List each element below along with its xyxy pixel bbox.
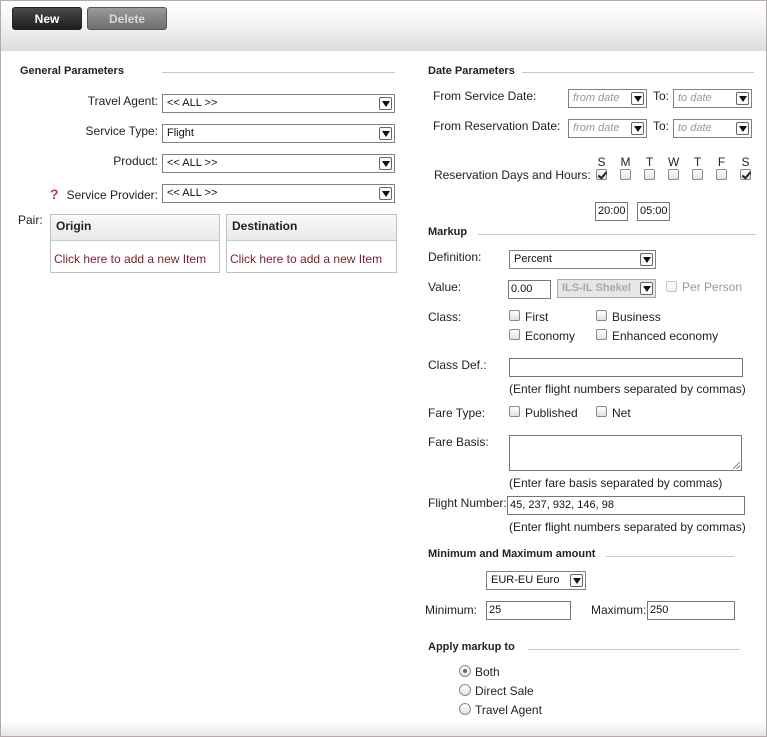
class-def-input[interactable] <box>509 358 743 377</box>
apply-direct-sale-radio[interactable] <box>459 684 471 696</box>
origin-panel <box>50 214 220 273</box>
day-letter-friday: F <box>717 155 726 169</box>
day-checkbox-sunday[interactable] <box>596 169 607 180</box>
section-divider <box>528 649 740 650</box>
minmax-currency-select[interactable] <box>486 571 586 590</box>
maximum-label: Maximum: <box>591 603 647 617</box>
service-type-select[interactable] <box>162 124 395 143</box>
reservation-date-label: From Reservation Date: <box>433 119 561 133</box>
day-checkbox-tuesday[interactable] <box>644 169 655 180</box>
service-provider-select[interactable] <box>162 184 395 203</box>
service-date-label: From Service Date: <box>433 89 537 103</box>
travel-agent-label: Travel Agent: <box>87 94 158 108</box>
day-letter-wednesday: W <box>668 155 680 169</box>
minmax-currency-value: EUR-EU Euro <box>491 574 560 586</box>
apply-travel-agent-radio[interactable] <box>459 703 471 715</box>
day-letter-thursday: T <box>693 155 702 169</box>
travel-agent-select[interactable] <box>162 94 395 113</box>
section-divider <box>522 72 754 73</box>
per-person-checkbox <box>666 281 677 292</box>
day-checkbox-friday[interactable] <box>716 169 727 180</box>
chevron-down-icon <box>736 122 749 135</box>
chevron-down-icon <box>379 157 392 170</box>
chevron-down-icon <box>631 122 644 135</box>
fare-published-checkbox[interactable] <box>509 406 520 417</box>
fare-basis-hint: (Enter fare basis separated by commas) <box>509 476 723 490</box>
chevron-down-icon <box>379 97 392 110</box>
flight-number-label: Flight Number: <box>428 496 507 510</box>
origin-header: Origin <box>51 215 219 241</box>
day-letter-sunday: S <box>597 155 606 169</box>
service-to-label: To: <box>653 89 670 103</box>
currency-value: ILS-IL Shekel <box>562 282 631 294</box>
service-type-value: Flight <box>167 127 194 139</box>
new-button[interactable]: New <box>12 7 82 30</box>
class-economy-label: Economy <box>525 329 576 343</box>
date-parameters-title: Date Parameters <box>428 65 515 77</box>
destination-add-link[interactable]: Click here to add a new Item <box>230 252 383 266</box>
class-economy-checkbox[interactable] <box>509 329 520 340</box>
day-letter-tuesday: T <box>645 155 654 169</box>
day-letter-saturday: S <box>741 155 750 169</box>
pair-label: Pair: <box>18 213 43 227</box>
service-provider-label: Service Provider: <box>66 188 158 202</box>
class-first-label: First <box>525 310 549 324</box>
chevron-down-icon <box>631 92 644 105</box>
class-label: Class: <box>428 310 462 324</box>
class-enhanced-economy-checkbox[interactable] <box>596 329 607 340</box>
fare-net-label: Net <box>612 406 631 420</box>
currency-select <box>557 279 656 298</box>
destination-header: Destination <box>227 215 396 241</box>
per-person-label: Per Person <box>682 280 743 294</box>
class-def-hint: (Enter flight numbers separated by commas) <box>509 382 746 396</box>
day-checkbox-wednesday[interactable] <box>668 169 679 180</box>
section-divider <box>478 234 756 235</box>
definition-label: Definition: <box>428 250 482 264</box>
fare-basis-label: Fare Basis: <box>428 435 489 449</box>
product-label: Product: <box>113 154 158 168</box>
service-to-date[interactable] <box>673 89 752 108</box>
fare-net-checkbox[interactable] <box>596 406 607 417</box>
chevron-down-icon <box>570 574 583 587</box>
toolbar <box>1 1 766 51</box>
service-type-label: Service Type: <box>85 124 158 138</box>
section-divider <box>162 72 395 73</box>
flight-number-hint: (Enter flight numbers separated by commas) <box>509 520 746 534</box>
chevron-down-icon <box>736 92 749 105</box>
class-def-label: Class Def.: <box>428 358 487 372</box>
hour-from-input[interactable]: 20:00 <box>595 202 628 221</box>
chevron-down-icon <box>640 282 653 295</box>
service-from-placeholder: from date <box>573 92 620 104</box>
day-checkbox-thursday[interactable] <box>692 169 703 180</box>
reservation-from-date[interactable] <box>568 119 647 138</box>
definition-select[interactable] <box>509 250 656 269</box>
chevron-down-icon <box>379 127 392 140</box>
product-value: << ALL >> <box>167 157 218 169</box>
chevron-down-icon <box>640 253 653 266</box>
chevron-down-icon <box>379 187 392 200</box>
apply-markup-title: Apply markup to <box>428 641 515 653</box>
travel-agent-value: << ALL >> <box>167 97 218 109</box>
destination-panel <box>226 214 397 273</box>
day-letter-monday: M <box>620 155 631 169</box>
resize-grip-icon[interactable] <box>733 462 740 469</box>
service-to-placeholder: to date <box>678 92 712 104</box>
apply-both-label: Both <box>475 665 500 679</box>
reservation-to-placeholder: to date <box>678 122 712 134</box>
section-divider <box>606 556 734 557</box>
maximum-input[interactable]: 250 <box>647 601 735 620</box>
markup-title: Markup <box>428 226 468 238</box>
fare-type-label: Fare Type: <box>428 406 486 420</box>
value-input[interactable]: 0.00 <box>508 280 551 299</box>
apply-travel-agent-label: Travel Agent <box>475 703 542 717</box>
minimum-input[interactable]: 25 <box>486 601 571 620</box>
value-label: Value: <box>428 280 462 294</box>
delete-button[interactable]: Delete <box>87 7 167 30</box>
general-parameters-title: General Parameters <box>20 65 124 77</box>
origin-add-link[interactable]: Click here to add a new Item <box>54 252 207 266</box>
class-business-label: Business <box>612 310 661 324</box>
minimum-label: Minimum: <box>425 603 478 617</box>
day-checkbox-monday[interactable] <box>620 169 631 180</box>
class-enhanced-economy-label: Enhanced economy <box>612 329 719 343</box>
flight-number-input[interactable]: 45, 237, 932, 146, 98 <box>507 496 745 515</box>
reservation-to-label: To: <box>653 119 670 133</box>
day-checkbox-saturday[interactable] <box>740 169 751 180</box>
service-from-date[interactable] <box>568 89 647 108</box>
service-provider-value: << ALL >> <box>167 187 218 199</box>
definition-value: Percent <box>514 253 552 265</box>
reservation-days-label: Reservation Days and Hours: <box>434 168 591 182</box>
class-first-checkbox[interactable] <box>509 310 520 321</box>
apply-both-radio[interactable] <box>459 665 471 677</box>
minmax-title: Minimum and Maximum amount <box>428 548 596 560</box>
hour-to-input[interactable]: 05:00 <box>637 202 670 221</box>
class-business-checkbox[interactable] <box>596 310 607 321</box>
bottom-shade <box>1 722 766 736</box>
reservation-to-date[interactable] <box>673 119 752 138</box>
product-select[interactable] <box>162 154 395 173</box>
fare-published-label: Published <box>525 406 578 420</box>
apply-direct-sale-label: Direct Sale <box>475 684 534 698</box>
reservation-from-placeholder: from date <box>573 122 620 134</box>
fare-basis-textarea[interactable] <box>509 435 742 471</box>
required-question-icon: ? <box>50 186 59 202</box>
